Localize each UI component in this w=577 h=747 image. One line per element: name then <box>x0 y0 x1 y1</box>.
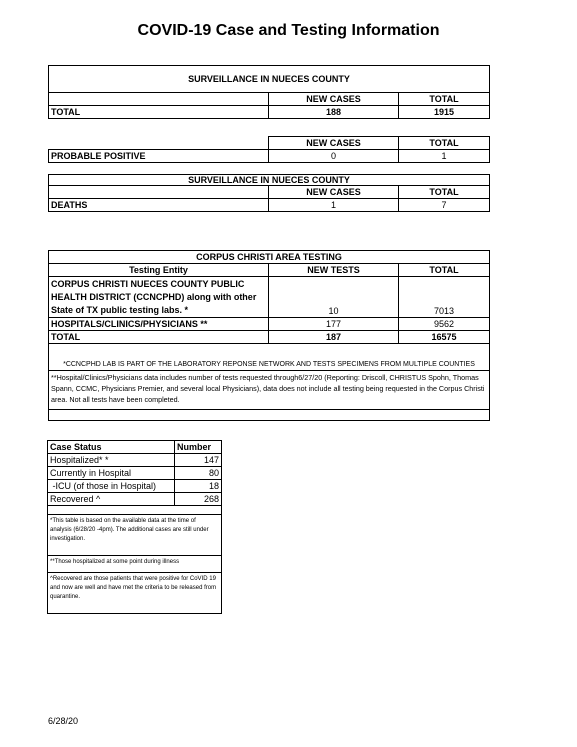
testing-row-new: 187 <box>269 331 399 344</box>
col-total: TOTAL <box>399 186 490 199</box>
case-status-note-3: ^Recovered are those patients that were positive for CoVID 19 and now are well and have met the criteria to be released from quarantine. <box>48 573 222 614</box>
case-status-value: 80 <box>175 467 222 480</box>
total-new-cases: 188 <box>269 106 399 119</box>
surveillance-table <box>48 65 490 119</box>
col-number: Number <box>175 441 222 454</box>
col-total: TOTAL <box>399 264 490 277</box>
testing-table <box>48 250 490 421</box>
testing-row-total: 7013 <box>399 277 490 318</box>
col-total: TOTAL <box>399 137 490 150</box>
testing-row-label: CORPUS CHRISTI NUECES COUNTY PUBLIC HEALTH DISTRICT (CCNCPHD) along with other State of TX public testing labs. * <box>49 277 269 318</box>
total-cases: 1915 <box>399 106 490 119</box>
case-status-label: Hospitalized* * <box>48 454 175 467</box>
testing-note-1: *CCNCPHD LAB IS PART OF THE LABORATORY REPONSE NETWORK AND TESTS SPECIMENS FROM MULTIPLE COUNTIES <box>49 356 490 371</box>
probable-new: 0 <box>269 150 399 163</box>
row-label-probable: PROBABLE POSITIVE <box>49 150 269 163</box>
col-new-cases: NEW CASES <box>269 186 399 199</box>
case-status-value: 147 <box>175 454 222 467</box>
testing-row-new: 10 <box>269 277 399 318</box>
testing-row-label: HOSPITALS/CLINICS/PHYSICIANS ** <box>49 318 269 331</box>
deaths-table <box>48 174 490 212</box>
testing-row-new: 177 <box>269 318 399 331</box>
col-total: TOTAL <box>399 93 490 106</box>
col-case-status: Case Status <box>48 441 175 454</box>
probable-table <box>48 136 490 163</box>
col-new-cases: NEW CASES <box>269 137 399 150</box>
case-status-table <box>47 440 222 614</box>
case-status-value: 18 <box>175 480 222 493</box>
case-status-note-1: *This table is based on the available data at the time of analysis (6/28/20 -4pm). The additional cases are still under investigation. <box>48 515 222 556</box>
testing-row-total: 16575 <box>399 331 490 344</box>
deaths-new: 1 <box>269 199 399 212</box>
col-testing-entity: Testing Entity <box>49 264 269 277</box>
case-status-value: 268 <box>175 493 222 506</box>
case-status-note-2: **Those hospitalized at some point during illness <box>48 556 222 573</box>
testing-note-2: **Hospital/Clinics/Physicians data includes number of tests requested through6/27/20 (Reporting: Driscoll, CHRISTUS Spohn, Thomas Spann, CCMC, Physicians Premier, and several local Physicians), data does not include all testing being requested in the Corpus Christi area. Not all tests have been completed. <box>49 371 490 410</box>
col-new-cases: NEW CASES <box>269 93 399 106</box>
case-status-label: Recovered ^ <box>48 493 175 506</box>
testing-header: CORPUS CHRISTI AREA TESTING <box>49 251 490 264</box>
deaths-header: SURVEILLANCE IN NUECES COUNTY <box>49 175 490 186</box>
row-label-total: TOTAL <box>49 106 269 119</box>
testing-row-total: 9562 <box>399 318 490 331</box>
testing-row-label: TOTAL <box>49 331 269 344</box>
probable-total: 1 <box>399 150 490 163</box>
footer-date: 6/28/20 <box>48 716 79 726</box>
case-status-label: Currently in Hospital <box>48 467 175 480</box>
surveillance-header: SURVEILLANCE IN NUECES COUNTY <box>49 66 490 93</box>
page-title: COVID-19 Case and Testing Information <box>137 22 440 39</box>
row-label-deaths: DEATHS <box>49 199 269 212</box>
col-new-tests: NEW TESTS <box>269 264 399 277</box>
case-status-label: -ICU (of those in Hospital) <box>48 480 175 493</box>
deaths-total: 7 <box>399 199 490 212</box>
